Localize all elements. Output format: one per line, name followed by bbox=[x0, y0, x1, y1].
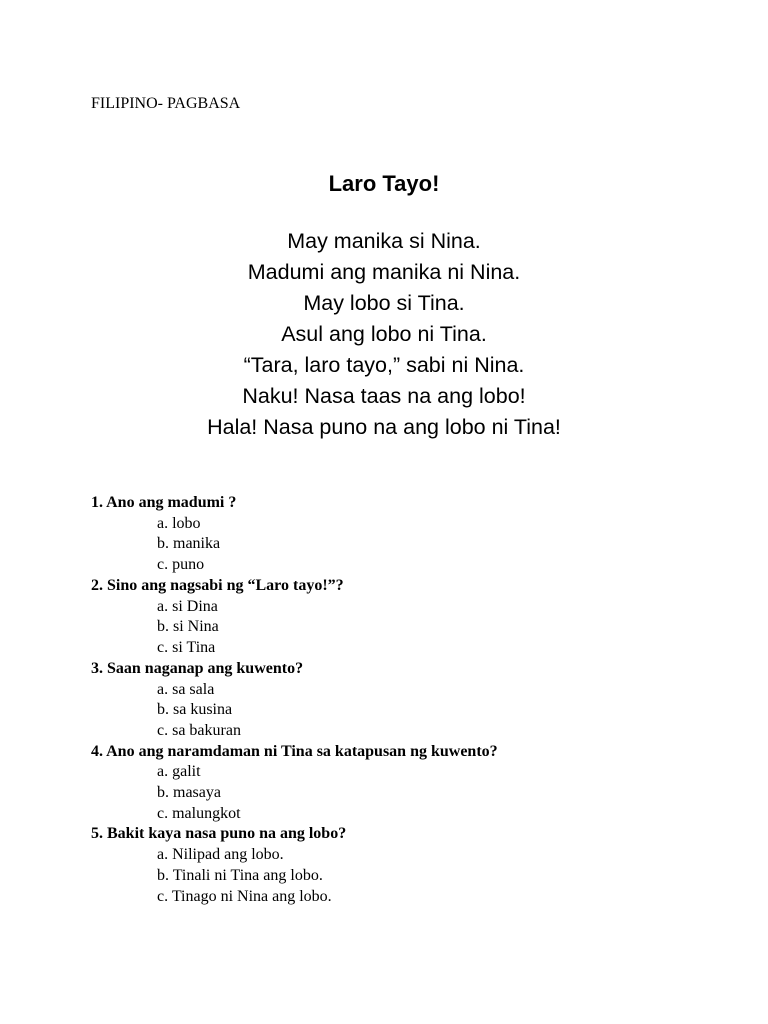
subject-header: FILIPINO- PAGBASA bbox=[91, 95, 241, 112]
question-1: 1. Ano ang madumi ? bbox=[91, 494, 237, 511]
story-title: Laro Tayo! bbox=[328, 171, 440, 196]
question-5-option-c: c. Tinago ni Nina ang lobo. bbox=[157, 887, 332, 905]
question-1-option-b: b. manika bbox=[157, 535, 221, 553]
question-5-option-b: b. Tinali ni Tina ang lobo. bbox=[157, 866, 323, 884]
question-1-option-c: c. puno bbox=[157, 556, 205, 574]
question-3: 3. Saan naganap ang kuwento? bbox=[91, 659, 304, 677]
story-line: “Tara, laro tayo,” sabi ni Nina. bbox=[243, 353, 525, 377]
story-line: May lobo si Tina. bbox=[303, 291, 465, 315]
question-2-option-b: b. si Nina bbox=[157, 618, 219, 636]
story-body bbox=[0, 226, 768, 443]
story-line: Naku! Nasa taas na ang lobo! bbox=[242, 384, 526, 408]
question-5: 5. Bakit kaya nasa puno na ang lobo? bbox=[91, 825, 347, 843]
question-4-option-a: a. galit bbox=[157, 763, 201, 781]
question-2-option-c: c. si Tina bbox=[157, 639, 216, 657]
question-1-option-a: a. lobo bbox=[157, 514, 201, 532]
question-5-option-a: a. Nilipad ang lobo. bbox=[157, 846, 284, 864]
story-line: Asul ang lobo ni Tina. bbox=[281, 322, 487, 346]
question-3-option-b: b. sa kusina bbox=[157, 701, 233, 719]
question-2-option-a: a. si Dina bbox=[157, 597, 218, 615]
story-line: May manika si Nina. bbox=[287, 229, 481, 253]
story-line: Madumi ang manika ni Nina. bbox=[247, 260, 521, 284]
question-4-option-c: c. malungkot bbox=[157, 804, 241, 822]
story-line: Hala! Nasa puno na ang lobo ni Tina! bbox=[207, 415, 561, 439]
question-3-option-c: c. sa bakuran bbox=[157, 721, 241, 739]
question-list bbox=[91, 493, 751, 907]
question-4: 4. Ano ang naramdaman ni Tina sa katapusan ng kuwento? bbox=[91, 742, 498, 760]
question-3-option-a: a. sa sala bbox=[157, 680, 215, 698]
question-2: 2. Sino ang nagsabi ng “Laro tayo!”? bbox=[91, 576, 344, 594]
question-4-option-b: b. masaya bbox=[157, 784, 221, 802]
